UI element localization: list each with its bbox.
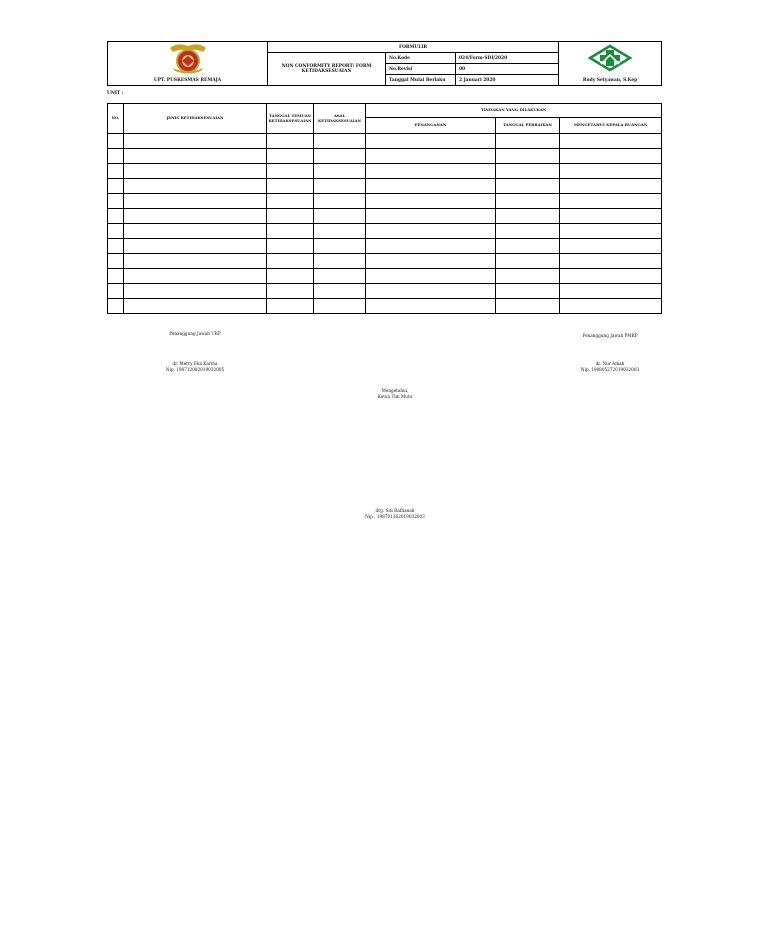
table-cell [108, 209, 124, 224]
table-cell [560, 149, 662, 164]
table-cell [124, 299, 267, 314]
table-cell [124, 224, 267, 239]
table-row [108, 149, 662, 164]
table-cell [366, 269, 496, 284]
table-row [108, 239, 662, 254]
table-row [108, 224, 662, 239]
table-cell [124, 149, 267, 164]
table-cell [267, 179, 314, 194]
table-cell [314, 284, 366, 299]
table-cell [108, 134, 124, 149]
table-cell [496, 209, 560, 224]
table-cell [366, 224, 496, 239]
table-row [108, 209, 662, 224]
table-cell [314, 164, 366, 179]
signature-pmkp-name: dr. Nur Amah [595, 361, 625, 366]
table-cell [560, 164, 662, 179]
table-row [108, 269, 662, 284]
table-cell [124, 284, 267, 299]
table-cell [124, 179, 267, 194]
table-cell [267, 254, 314, 269]
table-cell [314, 269, 366, 284]
table-cell [124, 194, 267, 209]
document-title: NON CONFORMITY REPORT/ FORM KETIDAKSESUAIAN [268, 53, 386, 86]
form-header [107, 41, 662, 86]
meta-label-effective-date: Tanggal Mulai Berlaku [386, 75, 456, 86]
table-cell [267, 269, 314, 284]
meta-value-effective-date: 2 Januari 2020 [456, 75, 559, 86]
table-cell [496, 239, 560, 254]
table-cell [108, 239, 124, 254]
signature-ukp-name: dr. Merry Eka Karina [172, 361, 218, 366]
table-cell [496, 299, 560, 314]
puskesmas-emblem-icon [167, 42, 209, 74]
table-cell [366, 179, 496, 194]
table-cell [560, 299, 662, 314]
table-cell [314, 239, 366, 254]
table-cell [496, 284, 560, 299]
table-cell [267, 284, 314, 299]
col-header-tanggal-perbaikan: TANGGAL PERBAIKAN [496, 118, 560, 134]
table-cell [560, 194, 662, 209]
table-cell [366, 284, 496, 299]
table-cell [560, 239, 662, 254]
table-cell [124, 269, 267, 284]
table-cell [366, 164, 496, 179]
table-cell [366, 194, 496, 209]
table-cell [314, 254, 366, 269]
table-cell [314, 179, 366, 194]
table-cell [366, 149, 496, 164]
org-name: UPT. PUSKESMAS REMAJA [153, 78, 222, 83]
meta-label-revision: No.Revisi [386, 64, 456, 75]
table-cell [314, 209, 366, 224]
approver-cell [559, 42, 662, 86]
col-header-tanggal-temuan: TANGGAL TEMUAN KETIDAKSESUAIAN [267, 104, 314, 134]
table-cell [267, 194, 314, 209]
org-logo-cell [108, 42, 268, 86]
table-cell [314, 194, 366, 209]
signature-center-title1: Mengetahui, [381, 388, 409, 393]
table-cell [124, 134, 267, 149]
signature-center-title2: Ketua Tim Mutu [377, 394, 413, 399]
table-cell [496, 254, 560, 269]
table-cell [560, 209, 662, 224]
table-cell [108, 254, 124, 269]
signature-pmkp-nip: Nip. 198805272019032003 [580, 367, 640, 372]
table-cell [366, 299, 496, 314]
col-header-tindakan-group: TINDAKAN YANG DILAKUKAN [366, 104, 662, 118]
table-cell [267, 224, 314, 239]
signature-ukp-nip: Nip. 198712082019032005 [165, 367, 225, 372]
table-cell [366, 239, 496, 254]
table-cell [108, 179, 124, 194]
table-cell [267, 134, 314, 149]
table-cell [108, 149, 124, 164]
col-header-no: NO. [108, 104, 124, 134]
table-row [108, 284, 662, 299]
table-cell [366, 209, 496, 224]
table-cell [267, 164, 314, 179]
meta-label-code: No.Kode [386, 53, 456, 64]
col-header-penanganan: PENANGANAN [366, 118, 496, 134]
table-cell [560, 224, 662, 239]
table-cell [314, 149, 366, 164]
table-cell [108, 194, 124, 209]
table-cell [124, 209, 267, 224]
table-cell [560, 284, 662, 299]
table-cell [314, 134, 366, 149]
table-row [108, 299, 662, 314]
table-row [108, 134, 662, 149]
table-cell [108, 299, 124, 314]
table-cell [314, 299, 366, 314]
signature-pmkp-title: Penanggung Jawab PMKP [582, 333, 638, 338]
table-cell [108, 284, 124, 299]
table-cell [267, 299, 314, 314]
table-cell [108, 269, 124, 284]
table-cell [496, 134, 560, 149]
meta-value-code: 024/Form-SDI/2020 [456, 53, 559, 64]
signature-center-nip: Nip . 198701262019032003 [365, 514, 425, 519]
table-cell [124, 239, 267, 254]
table-cell [108, 164, 124, 179]
table-row [108, 194, 662, 209]
unit-label: UNIT : [107, 91, 124, 96]
table-cell [366, 254, 496, 269]
table-cell [560, 254, 662, 269]
table-cell [108, 224, 124, 239]
col-header-asal: ASAL KETIDAKSESUAIAN [314, 104, 366, 134]
signature-ukp [150, 331, 240, 373]
signature-ukp-title: Penanggung Jawab UKP [169, 331, 221, 336]
health-cross-icon [587, 44, 633, 72]
table-cell [496, 149, 560, 164]
table-cell [267, 149, 314, 164]
table-row [108, 179, 662, 194]
table-cell [314, 224, 366, 239]
signature-pmkp [565, 333, 655, 373]
table-cell [124, 164, 267, 179]
table-row [108, 254, 662, 269]
table-cell [496, 194, 560, 209]
table-cell [496, 224, 560, 239]
table-cell [560, 134, 662, 149]
col-header-mengetahui: MENGETAHUI KEPALA RUANGAN [560, 118, 662, 134]
table-cell [366, 134, 496, 149]
table-cell [267, 209, 314, 224]
table-cell [560, 269, 662, 284]
table-cell [496, 269, 560, 284]
table-cell [496, 179, 560, 194]
col-header-jenis: JENIS KETIDAKSESUAIAN [124, 104, 267, 134]
nonconformity-table [107, 103, 662, 314]
signature-ketua-tim-mutu [345, 388, 445, 520]
table-cell [124, 254, 267, 269]
table-cell [560, 179, 662, 194]
signature-center-name: drg. Siti Rafhanah [375, 508, 415, 513]
meta-value-revision: 00 [456, 64, 559, 75]
table-cell [267, 239, 314, 254]
form-title: FORMULIR [268, 42, 559, 53]
table-cell [496, 164, 560, 179]
table-body [108, 134, 662, 314]
table-row [108, 164, 662, 179]
approver-name: Rudy Setyawan, S.Kep [582, 78, 638, 83]
